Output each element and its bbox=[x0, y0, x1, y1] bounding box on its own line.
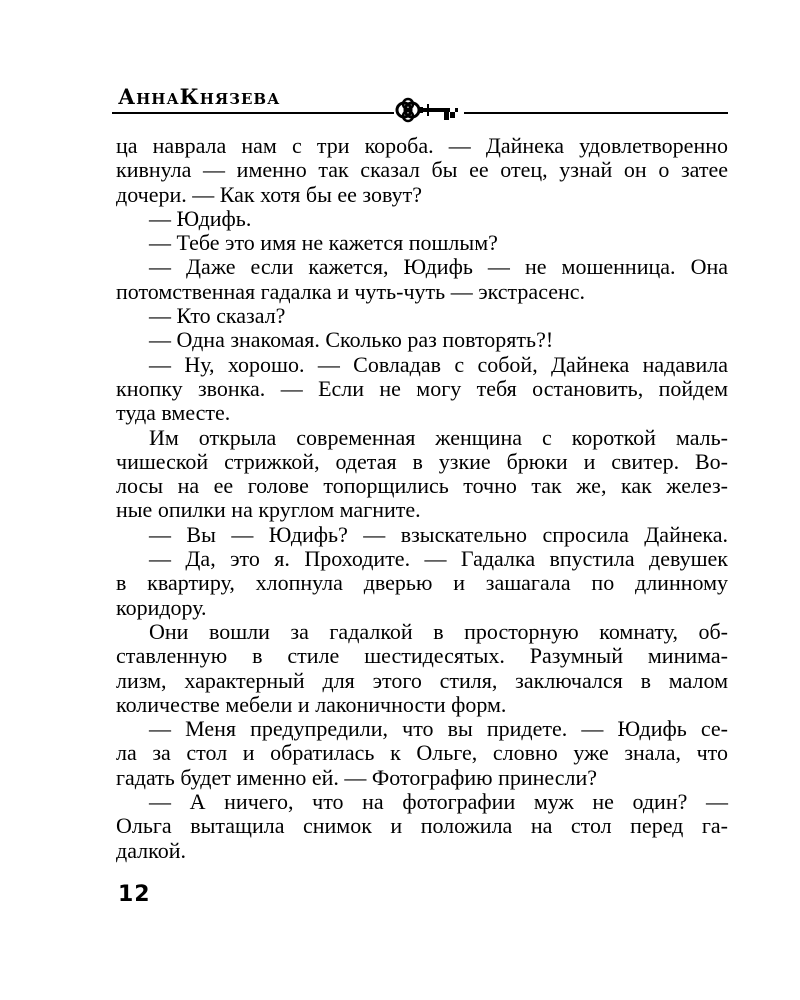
text-line: ла за стол и обратилась к Ольге, словно уже знала, что bbox=[116, 740, 728, 766]
text-line: — Меня предупредили, что вы придете. — Юдифь се- bbox=[149, 716, 728, 742]
text-line: — Одна знакомая. Сколько раз повторять?! bbox=[149, 327, 554, 353]
text-line: Они вошли за гадалкой в просторную комнату, об- bbox=[149, 618, 728, 644]
text-line: чишеской стрижкой, одетая в узкие брюки и свитер. Во- bbox=[116, 448, 728, 474]
text-line: лизм, характерный для этого стиля, заключался в малом bbox=[116, 667, 728, 693]
text-line: — Юдифь. bbox=[149, 205, 252, 231]
text-line: лосы на ее голове топорщились точно так же, как желез- bbox=[116, 473, 728, 499]
body-text bbox=[116, 134, 728, 863]
text-line: ставленную в стиле шестидесятых. Разумный минима- bbox=[116, 643, 728, 669]
author-name: АннаКнязева bbox=[118, 84, 281, 109]
text-line: далкой. bbox=[116, 837, 186, 863]
text-line: Ольга вытащила снимок и положила на стол перед га- bbox=[116, 813, 728, 839]
key-icon bbox=[394, 96, 464, 124]
text-line: — Ну, хорошо. — Совладав с собой, Дайнека надавила bbox=[149, 351, 728, 377]
text-line: — Тебе это имя не кажется пошлым? bbox=[149, 230, 498, 256]
text-line: потомственная гадалка и чуть-чуть — экстрасенс. bbox=[116, 278, 586, 304]
text-line: — Даже если кажется, Юдифь — не мошенница. Она bbox=[149, 254, 728, 280]
text-line: — Да, это я. Проходите. — Гадалка впустила девушек bbox=[149, 546, 728, 572]
text-line: кнопку звонка. — Если не могу тебя остановить, пойдем bbox=[116, 375, 728, 401]
text-line: дочери. — Как хотя бы ее зовут? bbox=[116, 181, 422, 207]
text-line: — Вы — Юдифь? — взыскательно спросила Дайнека. bbox=[149, 521, 728, 547]
text-line: гадать будет именно ей. — Фотографию принесли? bbox=[116, 764, 597, 790]
text-line: — Кто сказал? bbox=[149, 303, 286, 329]
text-line: кивнула — именно так сказал бы ее отец, узнай он о затее bbox=[116, 157, 728, 183]
text-line: — А ничего, что на фотографии муж не один? — bbox=[149, 789, 728, 815]
text-line: ца наврала нам с три короба. — Дайнека удовлетворенно bbox=[116, 133, 728, 158]
page-number: 12 bbox=[118, 882, 151, 907]
text-line: Им открыла современная женщина с короткой маль- bbox=[149, 424, 728, 450]
text-line: количестве мебели и лаконичности форм. bbox=[116, 691, 507, 717]
text-line: коридору. bbox=[116, 594, 207, 620]
running-header bbox=[112, 76, 728, 128]
text-line: туда вместе. bbox=[116, 400, 231, 426]
text-line: ные опилки на круглом магните. bbox=[116, 497, 421, 523]
text-line: в квартиру, хлопнула дверью и зашагала по длинному bbox=[116, 570, 728, 596]
